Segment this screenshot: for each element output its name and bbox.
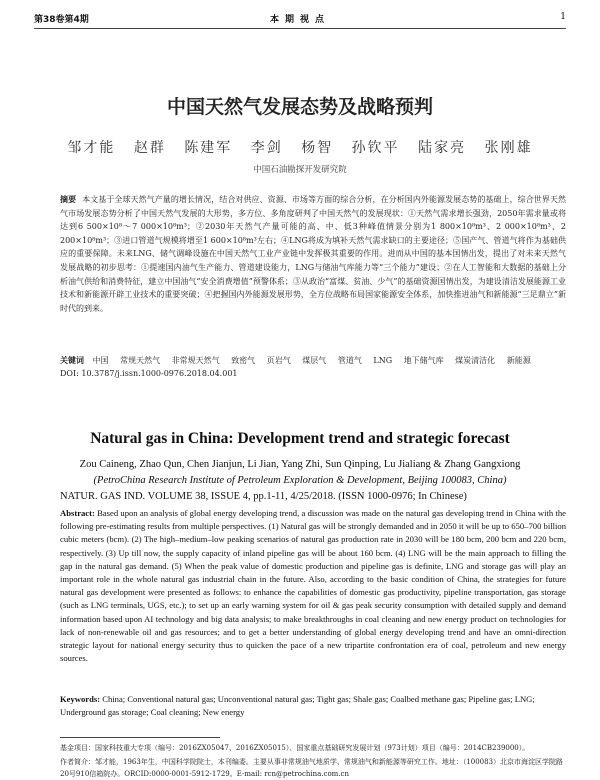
author-cn: 邹才能 — [67, 140, 116, 156]
chinese-affiliation: 中国石油勘探开发研究院 — [253, 165, 347, 175]
author-cn: 陈建军 — [184, 140, 233, 156]
abstract-text-cn: 本文基于全球天然气产量的增长情况，结合对供应、资源、市场等方面的综合分析，在分析国内外能源发展态势的基础上，综合世界天然气市场发展态势分析了中国天然气发展的大形势，多方位、多角度研判了中国天然气的发展现状：①天然气需求增长强劲，2050年需求量或将达到6 500×10⁸～7 000×10⁸m³；②2030年天然气产量可能的高、中、低3种峰值情景分别为1 800×10⁸m³、2 000×10⁸m³、2 200×10⁸m³；③进口管道气规模将增至1 600×10⁸m³左右；④LNG将成为填补天然气需求缺口的主要途径；⑤国产气、管道气将作为基础供应的重要保障。未来LNG、储气调峰设施在中国天然气工业产业链中发挥极其重要的作用。进而从中国的基本国情出发，提出了对未来天然气发展战略的初步思考：①提速国内油气生产能力、管道建设能力，LNG与储油气库能力等“三个能力”建设；②在人工智能和大数据的基础上分析油气供给和消费特征，建立中国油气“安全消费增值”预警体系；③从政治“富煤、贫油、少气”的基础资源国情出发，为建设清洁发展能源工业技术和新能源开辟工业技术的重要突破；④把握国内外能源发展形势，全方位战略布局国家能源安全体系，加快推进油气和新能源“三足鼎立”新时代的到来。 — [60, 195, 567, 313]
english-affiliation: (PetroChina Research Institute of Petroleum Exploration & Development, Beijing 100083, China) — [93, 475, 507, 486]
abstract-label-cn: 摘要 — [60, 195, 77, 204]
page-number: 1 — [560, 12, 566, 22]
journal-issue: 第38卷第4期 — [34, 15, 89, 25]
english-keywords — [60, 693, 566, 719]
keyword-cn: LNG — [373, 356, 393, 365]
keyword-cn: 非常规天然气 — [171, 356, 220, 365]
keyword-cn: 常规天然气 — [120, 356, 161, 365]
author-cn: 李剑 — [250, 140, 283, 156]
keywords-label-cn: 关键词 — [60, 356, 84, 365]
keywords-label-en: Keywords: — [60, 694, 101, 704]
keywords-text-en: China; Conventional natural gas; Unconventional natural gas; Tight gas; Shale gas; Coalbed methane gas; Pipeline gas; LNG; Underground gas storage; Coal cleaning; New energy — [60, 694, 535, 718]
footnote-divider — [60, 737, 220, 738]
keyword-cn: 新能源 — [506, 356, 531, 365]
chinese-authors — [0, 137, 600, 157]
chinese-title: 中国天然气发展态势及战略预判 — [166, 96, 433, 118]
author-cn: 孙钦平 — [351, 140, 400, 156]
keyword-cn: 页岩气 — [266, 356, 291, 365]
section-title: 本期视点 — [269, 15, 330, 25]
doi: DOI: 10.3787/j.issn.1000-0976.2018.04.001 — [60, 369, 238, 378]
english-citation: NATUR. GAS IND. VOLUME 38, ISSUE 4, pp.1-11, 4/25/2018. (ISSN 1000-0976; In Chinese) — [60, 491, 467, 502]
author-cn: 杨智 — [301, 140, 334, 156]
keyword-cn: 煤层气 — [302, 356, 327, 365]
english-title: Natural gas in China: Development trend and strategic forecast — [90, 430, 510, 447]
author-cn: 张刚雄 — [484, 140, 533, 156]
english-abstract — [60, 507, 566, 665]
english-authors: Zou Caineng, Zhao Qun, Chen Jianjun, Li Jian, Yang Zhi, Sun Qinping, Lu Jialiang & Zhang Gangxiong — [79, 459, 521, 470]
funding-footnote: 基金项目：国家科技重大专项（编号：2016ZX05047、2016ZX05015）、国家重点基础研究发展计划（973计划）项目（编号：2014CB239000）。 — [60, 744, 530, 752]
keyword-cn: 致密气 — [231, 356, 256, 365]
keyword-cn: 管道气 — [337, 356, 362, 365]
author-bio-footnote: 作者简介：邹才能，1963年生，中国科学院院士，本刊编委。主要从事非常规油气地质学、常规油气和新能源等研究工作。地址：（100083）北京市海淀区学院路20号910信箱院办。ORCID:0000-0001-5912-1729。E-mail: rcn@petrochina.com.cn — [60, 758, 564, 778]
abstract-text-en: Based upon an analysis of global energy developing trend, a discussion was made on the natural gas developing trend in China with the following pre-estimating results from multiple perspectives. (1) Natural gas will be strongly demanded and in 2050 it will be up to 650–700 billion cubic meters (bcm). (2) The high–medium–low peaking scenarios of natural gas production rate in 2030 will be 180 bcm, 200 bcm and 220 bcm, respectively. (3) Up till now, the supply capacity of inland pipeline gas will be about 160 bcm. (4) LNG will be the main approach to filling the gap in the natural gas demand. (5) When the peak value of domestic production and pipeline gas is definite, LNG and storage gas will play an important role in the whole natural gas industrial chain in the future. Also, according to the basic condition of China, the strategies for future natural gas development were presented as follows: to enhance the capabilities of domestic gas productivity, pipeline transportation, gas storage (such as LNG terminals, UGS, etc.); to set up an early warning system for oil & gas peak security consumption with detailed supply and demand information based upon AI technology and big data analysis; to make breakthroughs in coal cleaning and new energy product on technologies for lack of non-renewable oil and gas resources; and to get a better understanding of global energy developing trend and have an omni-direction strategic layout for national energy security thus to quicken the pace of a new tripartite confrontation era of coal, petroleum and new energy sources. — [60, 508, 566, 664]
keyword-cn: 地下储气库 — [403, 356, 444, 365]
author-cn: 赵群 — [133, 140, 166, 156]
keyword-cn: 煤炭清洁化 — [455, 356, 496, 365]
running-header — [34, 12, 566, 29]
keyword-cn: 中国 — [92, 356, 109, 365]
chinese-keywords — [60, 355, 566, 366]
chinese-abstract — [60, 193, 566, 315]
author-cn: 陆家亮 — [418, 140, 467, 156]
abstract-label-en: Abstract: — [60, 508, 95, 518]
